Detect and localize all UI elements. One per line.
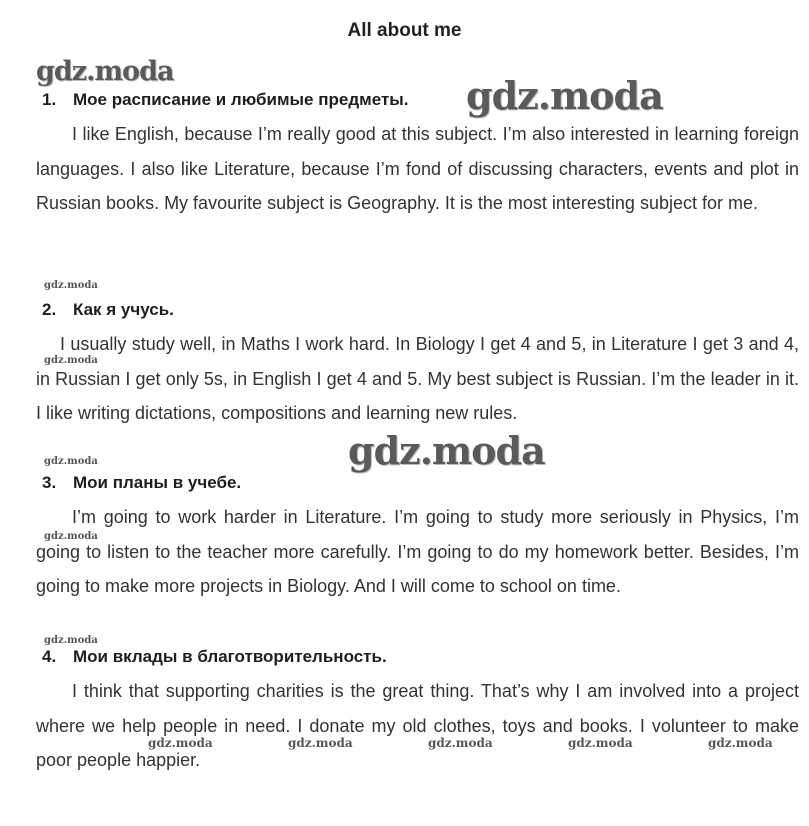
section-3-text: I’m going to work harder in Literature. I’m going to study more seriously in Physics, I’m going to listen to the teacher more carefully. I’m going to do my homework better. Besides, I’m going to make more projects in Biology. And I will come to school on time. <box>36 507 799 596</box>
section-1-title: Мое расписание и любимые предметы. <box>73 90 409 109</box>
section-4-title: Мои вклады в благотворительность. <box>73 647 387 666</box>
section-4-heading <box>42 647 387 667</box>
watermark-large: gdz.moda <box>466 73 663 118</box>
watermark-small: gdz.moda <box>568 736 633 750</box>
watermark-small: gdz.moda <box>44 280 98 291</box>
watermark-small: gdz.moda <box>44 531 98 542</box>
watermark-large: gdz.moda <box>36 56 174 87</box>
watermark-small: gdz.moda <box>44 355 98 366</box>
watermark-small: gdz.moda <box>708 736 773 750</box>
section-1-paragraph <box>36 117 799 221</box>
section-2-heading <box>42 300 174 320</box>
section-3-paragraph <box>36 500 799 604</box>
watermark-small: gdz.moda <box>44 456 98 467</box>
section-1-text: I like English, because I’m really good at this subject. I’m also interested in learning foreign languages. I also like Literature, because I’m fond of discussing characters, events and plot in Russian books. My favourite subject is Geography. It is the most interesting subject for me. <box>36 124 799 213</box>
section-4-number: 4. <box>42 647 57 666</box>
section-4-paragraph <box>36 674 799 778</box>
section-2-paragraph <box>36 327 799 431</box>
watermark-small: gdz.moda <box>148 736 213 750</box>
section-2-title: Как я учусь. <box>73 300 174 319</box>
section-4-text: I think that supporting charities is the great thing. That’s why I am involved into a project where we help people in need. I donate my old clothes, toys and books. I volunteer to make poor people happier. <box>36 681 799 770</box>
section-3-number: 3. <box>42 473 57 492</box>
page-title: All about me <box>347 20 462 41</box>
section-2-text: I usually study well, in Maths I work hard. In Biology I get 4 and 5, in Literature I get 3 and 4, in Russian I get only 5s, in English I get 4 and 5. My best subject is Russian. I’m the leader in it. I like writing dictations, compositions and learning new rules. <box>36 334 799 423</box>
watermark-small: gdz.moda <box>428 736 493 750</box>
section-2-number: 2. <box>42 300 57 319</box>
section-3-heading <box>42 473 241 493</box>
watermark-large: gdz.moda <box>348 428 545 473</box>
section-3-title: Мои планы в учебе. <box>73 473 242 492</box>
section-1-heading <box>42 90 409 110</box>
watermark-small: gdz.moda <box>288 736 353 750</box>
watermark-small: gdz.moda <box>44 635 98 646</box>
section-1-number: 1. <box>42 90 57 109</box>
